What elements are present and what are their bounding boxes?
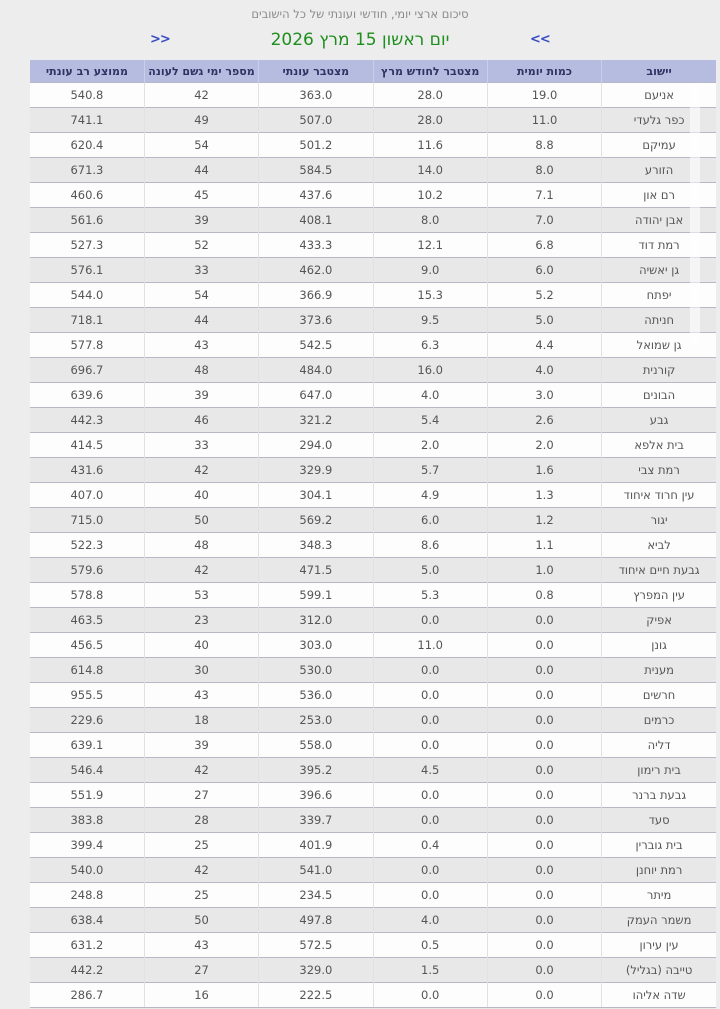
cell-seasonal-accumulated: 433.3 (259, 233, 373, 258)
table-row (30, 158, 716, 183)
cell-settlement: עין חרוד איחוד (602, 483, 716, 508)
cell-daily-amount: 0.0 (487, 758, 601, 783)
cell-seasonal-accumulated: 253.0 (259, 708, 373, 733)
cell-rain-days-in-season: 30 (144, 658, 258, 683)
cell-seasonal-accumulated: 530.0 (259, 658, 373, 683)
cell-daily-amount: 8.8 (487, 133, 601, 158)
cell-daily-amount: 7.0 (487, 208, 601, 233)
table-row (30, 108, 716, 133)
cell-rain-days-in-season: 40 (144, 633, 258, 658)
cell-march-accumulated: 5.3 (373, 583, 487, 608)
cell-rain-days-in-season: 33 (144, 433, 258, 458)
cell-rain-days-in-season: 25 (144, 883, 258, 908)
cell-seasonal-accumulated: 329.9 (259, 458, 373, 483)
cell-march-accumulated: 6.3 (373, 333, 487, 358)
table-row (30, 533, 716, 558)
cell-multi-seasonal-average: 718.1 (30, 308, 144, 333)
cell-multi-seasonal-average: 442.3 (30, 408, 144, 433)
cell-rain-days-in-season: 53 (144, 583, 258, 608)
cell-multi-seasonal-average: 540.0 (30, 858, 144, 883)
table-row (30, 458, 716, 483)
cell-rain-days-in-season: 16 (144, 983, 258, 1008)
cell-settlement: הזורע (602, 158, 716, 183)
table-row (30, 208, 716, 233)
cell-multi-seasonal-average: 248.8 (30, 883, 144, 908)
cell-rain-days-in-season: 42 (144, 558, 258, 583)
nav-arrow-left[interactable]: << (150, 32, 170, 47)
cell-settlement: סעד (602, 808, 716, 833)
cell-multi-seasonal-average: 442.2 (30, 958, 144, 983)
cell-march-accumulated: 28.0 (373, 83, 487, 108)
cell-multi-seasonal-average: 741.1 (30, 108, 144, 133)
cell-rain-days-in-season: 54 (144, 133, 258, 158)
cell-daily-amount: 1.0 (487, 558, 601, 583)
table-row (30, 133, 716, 158)
cell-multi-seasonal-average: 579.6 (30, 558, 144, 583)
cell-rain-days-in-season: 50 (144, 908, 258, 933)
table-row (30, 958, 716, 983)
table-row (30, 733, 716, 758)
cell-march-accumulated: 0.0 (373, 983, 487, 1008)
cell-settlement: כרמים (602, 708, 716, 733)
cell-multi-seasonal-average: 639.6 (30, 383, 144, 408)
cell-rain-days-in-season: 48 (144, 533, 258, 558)
table-row (30, 383, 716, 408)
cell-march-accumulated: 12.1 (373, 233, 487, 258)
cell-settlement: בית גוברין (602, 833, 716, 858)
cell-daily-amount: 4.4 (487, 333, 601, 358)
cell-seasonal-accumulated: 294.0 (259, 433, 373, 458)
cell-settlement: טייבה (בגליל) (602, 958, 716, 983)
nav-arrow-right[interactable]: >> (530, 32, 550, 47)
cell-march-accumulated: 0.0 (373, 783, 487, 808)
cell-seasonal-accumulated: 471.5 (259, 558, 373, 583)
cell-multi-seasonal-average: 577.8 (30, 333, 144, 358)
cell-settlement: אבן יהודה (602, 208, 716, 233)
cell-seasonal-accumulated: 501.2 (259, 133, 373, 158)
cell-multi-seasonal-average: 639.1 (30, 733, 144, 758)
cell-march-accumulated: 10.2 (373, 183, 487, 208)
cell-multi-seasonal-average: 540.8 (30, 83, 144, 108)
cell-seasonal-accumulated: 304.1 (259, 483, 373, 508)
cell-daily-amount: 7.1 (487, 183, 601, 208)
table-row (30, 808, 716, 833)
cell-rain-days-in-season: 42 (144, 758, 258, 783)
cell-rain-days-in-season: 27 (144, 958, 258, 983)
cell-march-accumulated: 0.0 (373, 858, 487, 883)
table-row (30, 833, 716, 858)
cell-seasonal-accumulated: 401.9 (259, 833, 373, 858)
table-row (30, 483, 716, 508)
cell-multi-seasonal-average: 631.2 (30, 933, 144, 958)
table-row (30, 608, 716, 633)
table-row (30, 233, 716, 258)
cell-march-accumulated: 16.0 (373, 358, 487, 383)
cell-rain-days-in-season: 25 (144, 833, 258, 858)
cell-multi-seasonal-average: 522.3 (30, 533, 144, 558)
cell-multi-seasonal-average: 551.9 (30, 783, 144, 808)
cell-seasonal-accumulated: 366.9 (259, 283, 373, 308)
cell-march-accumulated: 0.0 (373, 658, 487, 683)
cell-settlement: גבעת חיים איחוד (602, 558, 716, 583)
cell-multi-seasonal-average: 638.4 (30, 908, 144, 933)
cell-settlement: חניתה (602, 308, 716, 333)
cell-seasonal-accumulated: 234.5 (259, 883, 373, 908)
cell-daily-amount: 0.0 (487, 883, 601, 908)
col-header-march-accumulated: מצטבר לחודש מרץ (373, 60, 487, 83)
cell-march-accumulated: 0.0 (373, 733, 487, 758)
col-header-multi-seasonal-average: ממוצע רב עונתי (30, 60, 144, 83)
cell-march-accumulated: 0.0 (373, 883, 487, 908)
table-row (30, 508, 716, 533)
cell-multi-seasonal-average: 620.4 (30, 133, 144, 158)
cell-settlement: גבע (602, 408, 716, 433)
cell-rain-days-in-season: 18 (144, 708, 258, 733)
cell-march-accumulated: 28.0 (373, 108, 487, 133)
cell-daily-amount: 1.6 (487, 458, 601, 483)
cell-multi-seasonal-average: 460.6 (30, 183, 144, 208)
cell-settlement: חרשים (602, 683, 716, 708)
table-row (30, 333, 716, 358)
cell-daily-amount: 0.0 (487, 908, 601, 933)
cell-daily-amount: 0.0 (487, 708, 601, 733)
date-nav (0, 27, 720, 57)
cell-rain-days-in-season: 52 (144, 233, 258, 258)
cell-settlement: מיתר (602, 883, 716, 908)
cell-march-accumulated: 5.7 (373, 458, 487, 483)
cell-seasonal-accumulated: 536.0 (259, 683, 373, 708)
cell-daily-amount: 19.0 (487, 83, 601, 108)
cell-settlement: משמר העמק (602, 908, 716, 933)
cell-march-accumulated: 6.0 (373, 508, 487, 533)
cell-settlement: יפתח (602, 283, 716, 308)
table-row (30, 358, 716, 383)
cell-rain-days-in-season: 23 (144, 608, 258, 633)
table-row (30, 708, 716, 733)
cell-multi-seasonal-average: 544.0 (30, 283, 144, 308)
cell-daily-amount: 0.0 (487, 858, 601, 883)
col-header-settlement: יישוב (602, 60, 716, 83)
cell-settlement: עמיקם (602, 133, 716, 158)
cell-seasonal-accumulated: 395.2 (259, 758, 373, 783)
table-row (30, 683, 716, 708)
cell-seasonal-accumulated: 558.0 (259, 733, 373, 758)
table-row (30, 983, 716, 1008)
cell-rain-days-in-season: 42 (144, 83, 258, 108)
cell-multi-seasonal-average: 614.8 (30, 658, 144, 683)
cell-multi-seasonal-average: 383.8 (30, 808, 144, 833)
table-row (30, 883, 716, 908)
cell-settlement: רמת דוד (602, 233, 716, 258)
cell-seasonal-accumulated: 396.6 (259, 783, 373, 808)
cell-daily-amount: 1.2 (487, 508, 601, 533)
cell-seasonal-accumulated: 484.0 (259, 358, 373, 383)
cell-daily-amount: 0.0 (487, 633, 601, 658)
cell-march-accumulated: 15.3 (373, 283, 487, 308)
cell-multi-seasonal-average: 576.1 (30, 258, 144, 283)
cell-daily-amount: 0.0 (487, 983, 601, 1008)
cell-march-accumulated: 8.0 (373, 208, 487, 233)
cell-settlement: יגור (602, 508, 716, 533)
col-header-daily-amount: כמות יומית (487, 60, 601, 83)
cell-rain-days-in-season: 42 (144, 858, 258, 883)
cell-seasonal-accumulated: 599.1 (259, 583, 373, 608)
cell-seasonal-accumulated: 329.0 (259, 958, 373, 983)
cell-daily-amount: 4.0 (487, 358, 601, 383)
cell-seasonal-accumulated: 363.0 (259, 83, 373, 108)
cell-rain-days-in-season: 43 (144, 333, 258, 358)
cell-daily-amount: 6.0 (487, 258, 601, 283)
table-row (30, 583, 716, 608)
cell-settlement: בית אלפא (602, 433, 716, 458)
cell-multi-seasonal-average: 578.8 (30, 583, 144, 608)
cell-seasonal-accumulated: 497.8 (259, 908, 373, 933)
cell-multi-seasonal-average: 546.4 (30, 758, 144, 783)
table-row (30, 783, 716, 808)
cell-settlement: רמת יוחנן (602, 858, 716, 883)
cell-settlement: גן יאשיה (602, 258, 716, 283)
cell-rain-days-in-season: 50 (144, 508, 258, 533)
cell-march-accumulated: 11.6 (373, 133, 487, 158)
cell-settlement: אפיק (602, 608, 716, 633)
cell-multi-seasonal-average: 407.0 (30, 483, 144, 508)
cell-rain-days-in-season: 49 (144, 108, 258, 133)
cell-rain-days-in-season: 28 (144, 808, 258, 833)
cell-march-accumulated: 8.6 (373, 533, 487, 558)
cell-multi-seasonal-average: 715.0 (30, 508, 144, 533)
cell-seasonal-accumulated: 541.0 (259, 858, 373, 883)
cell-daily-amount: 0.0 (487, 608, 601, 633)
col-header-seasonal-accumulated: מצטבר עונתי (259, 60, 373, 83)
table-row (30, 908, 716, 933)
cell-march-accumulated: 4.9 (373, 483, 487, 508)
cell-settlement: גונן (602, 633, 716, 658)
cell-settlement: לביא (602, 533, 716, 558)
cell-seasonal-accumulated: 569.2 (259, 508, 373, 533)
cell-march-accumulated: 0.4 (373, 833, 487, 858)
cell-march-accumulated: 11.0 (373, 633, 487, 658)
col-header-rain-days-in-season: מספר ימי גשם לעונה (144, 60, 258, 83)
cell-multi-seasonal-average: 696.7 (30, 358, 144, 383)
cell-daily-amount: 0.0 (487, 658, 601, 683)
cell-rain-days-in-season: 54 (144, 283, 258, 308)
cell-seasonal-accumulated: 222.5 (259, 983, 373, 1008)
cell-seasonal-accumulated: 507.0 (259, 108, 373, 133)
cell-rain-days-in-season: 48 (144, 358, 258, 383)
cell-seasonal-accumulated: 303.0 (259, 633, 373, 658)
table-header-row (30, 60, 716, 83)
cell-daily-amount: 5.0 (487, 308, 601, 333)
table-row (30, 933, 716, 958)
cell-multi-seasonal-average: 229.6 (30, 708, 144, 733)
cell-march-accumulated: 9.5 (373, 308, 487, 333)
cell-march-accumulated: 0.0 (373, 683, 487, 708)
cell-seasonal-accumulated: 408.1 (259, 208, 373, 233)
table-row (30, 658, 716, 683)
cell-march-accumulated: 0.5 (373, 933, 487, 958)
cell-settlement: רמת צבי (602, 458, 716, 483)
cell-settlement: גן שמואל (602, 333, 716, 358)
cell-rain-days-in-season: 40 (144, 483, 258, 508)
cell-settlement: כפר גלעדי (602, 108, 716, 133)
cell-march-accumulated: 5.4 (373, 408, 487, 433)
cell-settlement: מענית (602, 658, 716, 683)
cell-multi-seasonal-average: 527.3 (30, 233, 144, 258)
date-label: יום ראשון 15 מרץ 2026 (270, 30, 450, 50)
cell-multi-seasonal-average: 399.4 (30, 833, 144, 858)
cell-daily-amount: 8.0 (487, 158, 601, 183)
cell-seasonal-accumulated: 647.0 (259, 383, 373, 408)
cell-multi-seasonal-average: 671.3 (30, 158, 144, 183)
cell-daily-amount: 1.1 (487, 533, 601, 558)
cell-daily-amount: 2.6 (487, 408, 601, 433)
cell-daily-amount: 0.8 (487, 583, 601, 608)
cell-multi-seasonal-average: 414.5 (30, 433, 144, 458)
cell-march-accumulated: 0.0 (373, 708, 487, 733)
cell-rain-days-in-season: 33 (144, 258, 258, 283)
cell-daily-amount: 0.0 (487, 933, 601, 958)
table-row (30, 408, 716, 433)
cell-rain-days-in-season: 44 (144, 308, 258, 333)
cell-daily-amount: 0.0 (487, 683, 601, 708)
table-row (30, 633, 716, 658)
cell-seasonal-accumulated: 373.6 (259, 308, 373, 333)
cell-daily-amount: 6.8 (487, 233, 601, 258)
cell-rain-days-in-season: 42 (144, 458, 258, 483)
cell-seasonal-accumulated: 312.0 (259, 608, 373, 633)
cell-march-accumulated: 2.0 (373, 433, 487, 458)
cell-seasonal-accumulated: 462.0 (259, 258, 373, 283)
cell-seasonal-accumulated: 542.5 (259, 333, 373, 358)
cell-march-accumulated: 14.0 (373, 158, 487, 183)
table-row (30, 258, 716, 283)
cell-settlement: בית רימון (602, 758, 716, 783)
cell-rain-days-in-season: 27 (144, 783, 258, 808)
cell-daily-amount: 0.0 (487, 808, 601, 833)
cell-rain-days-in-season: 43 (144, 683, 258, 708)
cell-settlement: הבונים (602, 383, 716, 408)
rain-table (30, 60, 716, 1007)
cell-rain-days-in-season: 39 (144, 208, 258, 233)
table-row (30, 558, 716, 583)
cell-settlement: אניעם (602, 83, 716, 108)
cell-daily-amount: 0.0 (487, 733, 601, 758)
cell-march-accumulated: 1.5 (373, 958, 487, 983)
cell-daily-amount: 0.0 (487, 958, 601, 983)
table-row (30, 283, 716, 308)
table-row (30, 308, 716, 333)
cell-settlement: גבעת ברנר (602, 783, 716, 808)
cell-settlement: קורנית (602, 358, 716, 383)
cell-march-accumulated: 4.0 (373, 383, 487, 408)
cell-march-accumulated: 9.0 (373, 258, 487, 283)
cell-seasonal-accumulated: 437.6 (259, 183, 373, 208)
cell-seasonal-accumulated: 321.2 (259, 408, 373, 433)
cell-seasonal-accumulated: 572.5 (259, 933, 373, 958)
cell-settlement: רם און (602, 183, 716, 208)
cell-settlement: שדה אליהו (602, 983, 716, 1008)
table-row (30, 433, 716, 458)
cell-march-accumulated: 0.0 (373, 608, 487, 633)
cell-multi-seasonal-average: 463.5 (30, 608, 144, 633)
cell-march-accumulated: 4.5 (373, 758, 487, 783)
cell-settlement: עין המפרץ (602, 583, 716, 608)
page-title: סיכום ארצי יומי, חודשי ועונתי של כל הישובים (251, 7, 469, 21)
cell-daily-amount: 11.0 (487, 108, 601, 133)
cell-daily-amount: 1.3 (487, 483, 601, 508)
cell-rain-days-in-season: 44 (144, 158, 258, 183)
cell-settlement: דליה (602, 733, 716, 758)
table-row (30, 83, 716, 108)
table-row (30, 183, 716, 208)
cell-seasonal-accumulated: 348.3 (259, 533, 373, 558)
scrollbar[interactable] (690, 85, 700, 345)
table-row (30, 858, 716, 883)
cell-daily-amount: 5.2 (487, 283, 601, 308)
cell-multi-seasonal-average: 561.6 (30, 208, 144, 233)
cell-march-accumulated: 5.0 (373, 558, 487, 583)
cell-march-accumulated: 0.0 (373, 808, 487, 833)
cell-rain-days-in-season: 39 (144, 383, 258, 408)
cell-daily-amount: 0.0 (487, 783, 601, 808)
cell-daily-amount: 2.0 (487, 433, 601, 458)
cell-daily-amount: 0.0 (487, 833, 601, 858)
cell-daily-amount: 3.0 (487, 383, 601, 408)
cell-rain-days-in-season: 45 (144, 183, 258, 208)
cell-rain-days-in-season: 39 (144, 733, 258, 758)
cell-seasonal-accumulated: 584.5 (259, 158, 373, 183)
cell-multi-seasonal-average: 456.5 (30, 633, 144, 658)
cell-seasonal-accumulated: 339.7 (259, 808, 373, 833)
cell-rain-days-in-season: 43 (144, 933, 258, 958)
cell-rain-days-in-season: 46 (144, 408, 258, 433)
cell-multi-seasonal-average: 955.5 (30, 683, 144, 708)
cell-multi-seasonal-average: 286.7 (30, 983, 144, 1008)
cell-multi-seasonal-average: 431.6 (30, 458, 144, 483)
cell-settlement: עין עירון (602, 933, 716, 958)
table-row (30, 758, 716, 783)
cell-march-accumulated: 4.0 (373, 908, 487, 933)
